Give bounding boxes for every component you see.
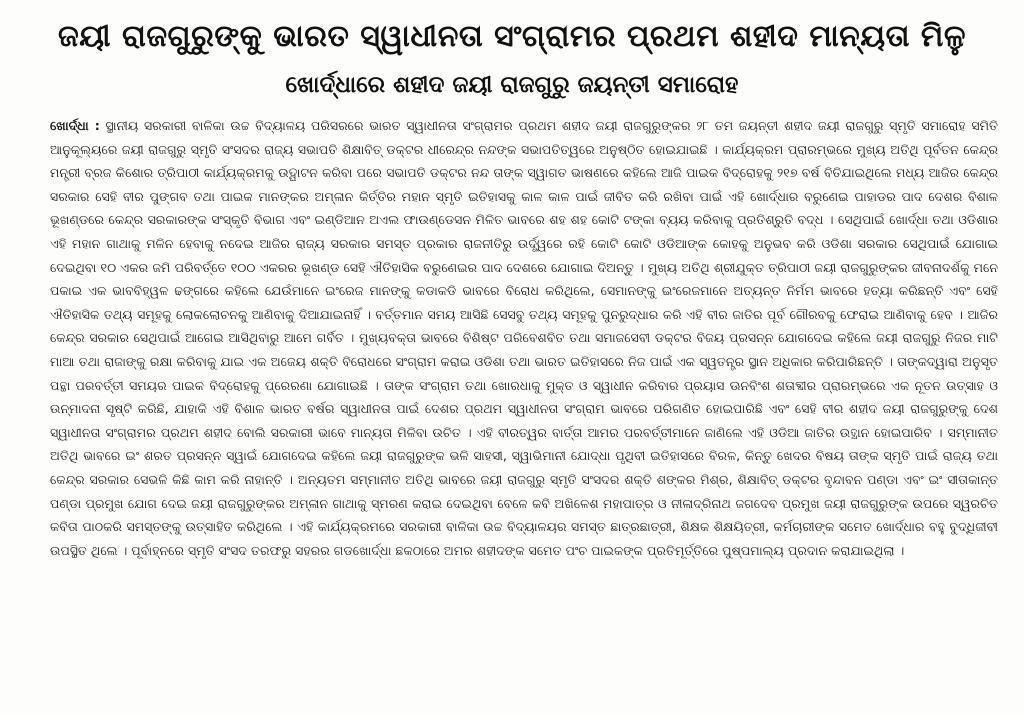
article-body-text: ସ୍ଥାନୀୟ ସରକାରୀ ବାଳିକା ଉଚ୍ଚ ବିଦ୍ୟାଳୟ ପରିସରରେ ଭାରତ ସ୍ୱାଧୀନତା ସଂଗ୍ରାମର ପ୍ରଥମ ଶହୀଦ ଜୟୀ ରାଜଗୁରୁଙ୍କର ୨୮ ତମ ଜୟନ୍ତୀ ଶହୀଦ ଜୟୀ ରାଜଗୁରୁ ସ୍ମୃତି ସମାରୋହ ସମିତି ଆନୁକୂଲ୍ୟରେ ଜୟୀ ରାଜଗୁରୁ ସ୍ମୃତି ସଂସଦର ରାଜ୍ୟ ସଭାପତି ଶିକ୍ଷାବିତ୍ ଡକ୍ଟର ଧୀରେନ୍ଦ୍ର ନନ୍ଦଙ୍କ ସଭାପତିତ୍ୱରେ ଅନୁଷ୍ଠିତ ହୋଇଯାଇଛି । କାର୍ଯ୍ୟକ୍ରମ ପ୍ରାରମ୍ଭରେ ମୁଖ୍ୟ ଅତିଥି ପୂର୍ବତନ କେନ୍ଦ୍ର ମନ୍ତ୍ରୀ ବ୍ରଜ କିଶୋର ତ୍ରିପାଠୀ କାର୍ଯ୍ୟକ୍ରମକୁ ଉଦ୍ଘାଟନ କରିବା ପରେ ସଭାପତି ଡକ୍ଟର ନନ୍ଦ ତାଙ୍କ ସ୍ୱାଗତ ଭାଷଣରେ କହିଲେ ଆଜି ପାଇକ ବିଦ୍ରୋହକୁ ୨୧୭ ବର୍ଷ ବିତିଯାଇଥିଲେ ମଧ୍ୟ ଆଜିର କେନ୍ଦ୍ର ସରକାର ସେହି ବୀର ପୁଙ୍ଗବ ତଥା ପାଇକ ମାନଙ୍କର ଅମ୍ଳାନ କିର୍ତ୍ତିର ମହାନ ସ୍ମୃତି ଇତିହାସକୁ କାଳ କାଳ ପାଇଁ ଜୀବିତ କରି ରଖିବା ପାଇଁ ଏହି ଖୋର୍ଦ୍ଧାର ବରୁଣେଇ ପାହାଡର ପାଦ ଦେଶର ବିଶାଳ ଭୂଖଣ୍ଡରେ କେନ୍ଦ୍ର ସରକାରଙ୍କ ସଂସ୍କୃତି ବିଭାଗ ଏବଂ ଇଣ୍ଡିଆନ ଅଏଲ ଫାଉଣ୍ଡେସନ ମିଳିତ ଭାବରେ ଶହ ଶହ କୋଟି ଟଙ୍କା ବ୍ୟୟ କରିବାକୁ ପ୍ରତିଶ୍ରୁତି ବଦ୍ଧ । ସେଥିପାଇଁ ଖୋର୍ଦ୍ଧା ତଥା ଓଡିଶାର ଏହି ମହାନ ଗାଥାକୁ ମଳିନ ହେବାକୁ ନଦେଇ ଆଜିର ରାଜ୍ୟ ସରକାର ସମସ୍ତ ପ୍ରକାର ରାଜନୀତିରୁ ଉର୍ଦ୍ଧ୍ୱରେ ରହି କୋଟି କୋଟି ଓଡିଆଙ୍କ କୋହକୁ ଅନୁଭବ କରି ଓଡିଶା ସରକାର ସେଥିପାଇଁ ଯୋଗାଇ ଦେଇଥିବା ୧୦ ଏକର ଜମି ପରିବର୍ତ୍ତେ ୧୦୦ ଏକରର ଭୂଖଣ୍ଡ ସେହି ଐତିହାସିକ ବରୁଣେଇର ପାଦ ଦେଶରେ ଯୋଗାଇ ଦିଅନ୍ତୁ । ମୁଖ୍ୟ ଅତିଥି ଶ୍ରୀଯୁକ୍ତ ତ୍ରିପାଠୀ ଜୟୀ ରାଜଗୁରୁଙ୍କର ଜୀବନାଦର୍ଶକୁ ମନେ ପକାଇ ଏକ ଭାବବିହ୍ୱଳ ଢଙ୍ଗରେ କହିଲେ ଯେଉଁମାନେ ଇଂରେଜ ମାନଙ୍କୁ କଡାକଡି ଭାବରେ ବିରୋଧ କରିଥିଲେ, ସେମାନଙ୍କୁ ଇଂରେଜମାନେ ଅତ୍ୟନ୍ତ ନିର୍ମମ ଭାବରେ ହତ୍ୟା କରିଛନ୍ତି ଏବଂ ସେହି ଐତିହାସିକ ତଥ୍ୟ ସମୂହକୁ ଲୋକଲୋଚନକୁ ଆଣିବାକୁ ଦିଆଯାଇନାହିଁ । ବର୍ତ୍ତମାନ ସମୟ ଆସିଛି ସେସବୁ ତଥ୍ୟ ସମୂହକୁ ପୁନରୁଦ୍ଧାର କରି ଏହି ବୀର ଜାତିର ପୂର୍ବ ଗୌରବକୁ ଫେରାଇ ଆଣିବାକୁ ହେବ । ଆଜିର କେନ୍ଦ୍ର ସରକାର ସେଥିପାଇଁ ଆଗେଇ ଆସିଥିବାରୁ ଆମେ ଗର୍ବିତ । ମୁଖ୍ୟବକ୍ତା ଭାବରେ ବିଶିଷ୍ଟ ପରିବେଶବିତ ତଥା ସମାଜସେବୀ ଡକ୍ଟର ବିଜୟ ପ୍ରସନ୍ନ ଯୋଗଦେଇ କହିଲେ ଜୟୀ ରାଜଗୁରୁ ନିଜର ମାଟି ମାଆ ତଥା ରାଜାଙ୍କୁ ରକ୍ଷା କରିବାକୁ ଯାଇ ଏକ ଅଜେୟ ଶକ୍ତି ବିରୋଧରେ ସଂଗ୍ରାମ କରାଇ ଓଡିଶା ତଥା ଭାରତ ଇତିହାସରେ ନିଜ ପାଇଁ ଏକ ସ୍ୱତନ୍ତ୍ର ସ୍ଥାନ ଅଧିକାର କରିପାରିଛନ୍ତି । ତାଙ୍କଦ୍ୱାରା ଅନୁସୃତ ପନ୍ଥା ପରବର୍ତ୍ତୀ ସମୟର ପାଇକ ବିଦ୍ରୋହକୁ ପ୍ରେରଣା ଯୋଗାଇଛି । ତାଙ୍କ ସଂଗ୍ରାମ ତଥା ଖୋରଧାକୁ ମୁକ୍ତ ଓ ସ୍ୱାଧୀନ କରିବାର ପ୍ରୟାସ ଊନବିଂଶ ଶତାବ୍ଦୀର ପ୍ରାରମ୍ଭରେ ଏକ ନୂତନ ଉତ୍ସାହ ଓ ଉନ୍ମାଦନା ସୃଷ୍ଟି କରିଛି, ଯାହାକି ଏହି ବିଶାଳ ଭାରତ ବର୍ଷର ସ୍ୱାଧୀନତା ପାଇଁ ଦେଶର ପ୍ରଥମ ସ୍ୱାଧୀନତା ସଂଗ୍ରାମ ଭାବରେ ପରିଗଣିତ ହୋଇପାରିଛି ଏବଂ ସେହି ବୀର ଶହୀଦ ଜୟୀ ରାଜଗୁରୁଙ୍କୁ ଦେଶ ସ୍ୱାଧୀନତା ସଂଗ୍ରାମର ପ୍ରଥମ ଶହୀଦ ବୋଲି ସରକାରୀ ଭାବେ ମାନ୍ୟତା ମିଳିବା ଉଚିତ । ଏହି ବୀରତ୍ୱର ବାର୍ତ୍ତା ଆମର ପରବର୍ତ୍ତୀମାନେ ଜାଣିଲେ ଏହି ଓଡିଆ ଜାତିର ଉତ୍ଥାନ ହୋଇପାରିବ । ସମ୍ମାନୀତ ଅତିଥି ଭାବରେ ଇଂ ଶରତ ପ୍ରସନ୍ନ ସ୍ୱାଇଁ ଯୋଗଦେଇ କହିଲେ ଜୟୀ ରାଜଗୁରୁଙ୍କ ଭଳି ସାହସୀ, ସ୍ୱାଭିମାନୀ ଯୋଦ୍ଧା ପୃଥିବୀ ଇତିହାସରେ ବିରଳ, କିନ୍ତୁ ଖେଦର ବିଷୟ ତାଙ୍କ ସ୍ମୃତି ପାଇଁ ରାଜ୍ୟ ତଥା କେନ୍ଦ୍ର ସରକାର ସେଭଳି କିଛି କାମ କରି ନାହାନ୍ତି । ଅନ୍ୟତମ ସମ୍ମାନୀତ ଅତିଥି ଭାବରେ ଜୟୀ ରାଜଗୁରୁ ସ୍ମୃତି ସଂସଦର ଶକ୍ତି ଶଙ୍କର ମିଶ୍ର, ଶିକ୍ଷାବିତ୍ ଡକ୍ଟର ବୃନ୍ଦାବନ ପଣ୍ଡା ଏବଂ ଇଂ ସୀତାକାନ୍ତ ପଣ୍ଡା ପ୍ରମୁଖ ଯୋଗ ଦେଇ ଜୟୀ ରାଜଗୁରୁଙ୍କର ଅମ୍ଳାନ ଗାଥାକୁ ସ୍ମରଣ କରାଇ ଦେଇଥିବା ବେଳେ କବି ଅଖିଳେଶ ମହାପାତ୍ର ଓ ନୀଳାଦ୍ରିନାଥ ଜଗଦେବ ପ୍ରମୁଖ ଜୟୀ ରାଜଗୁରୁଙ୍କ ଉପରେ ସ୍ୱରଚିତ କବିତା ପାଠକରି ସମସ୍ତଙ୍କୁ ଉତ୍ସାହିତ କରିଥିଲେ । ଏହି କାର୍ଯ୍ୟକ୍ରମରେ ସରକାରୀ ବାଳିକା ଉଚ୍ଚ ବିଦ୍ୟାଳୟର ସମସ୍ତ ଛାତ୍ରଛାତ୍ରୀ, ଶିକ୍ଷକ ଶିକ୍ଷୟିତ୍ରୀ, କର୍ମଚାରୀଙ୍କ ସମେତ ଖୋର୍ଦ୍ଧାର ବହୁ ବୁଦ୍ଧିଜୀବୀ ଉପସ୍ଥିତ ଥିଲେ । ପୂର୍ବାହ୍ନରେ ସ୍ମୃତି ସଂସଦ ତରଫରୁ ସହରର ଗଡଖୋର୍ଦ୍ଧା ଛକଠାରେ ଅମର ଶହୀଦଙ୍କ ସମେତ ପଂଚ ପାଇକଙ୍କ ପ୍ରତିମୂର୍ତ୍ତିରେ ପୁଷ୍ପମାଲ୍ୟ ପ୍ରଦାନ କରାଯାଇଥିଲା ।: [50, 118, 998, 558]
headline: ଜୟୀ ରାଜଗୁରୁଙ୍କୁ ଭାରତ ସ୍ୱାଧୀନତା ସଂଗ୍ରାମର ପ୍ରଥମ ଶହୀଦ ମାନ୍ୟତା ମିଳୁ: [58, 19, 966, 54]
subheadline: ଖୋର୍ଦ୍ଧାରେ ଶହୀଦ ଜୟୀ ରାଜଗୁରୁ ଜୟନ୍ତୀ ସମାରୋହ: [285, 72, 739, 98]
article-body: [50, 114, 998, 670]
dateline: ଖୋର୍ଦ୍ଧା :: [50, 118, 100, 133]
